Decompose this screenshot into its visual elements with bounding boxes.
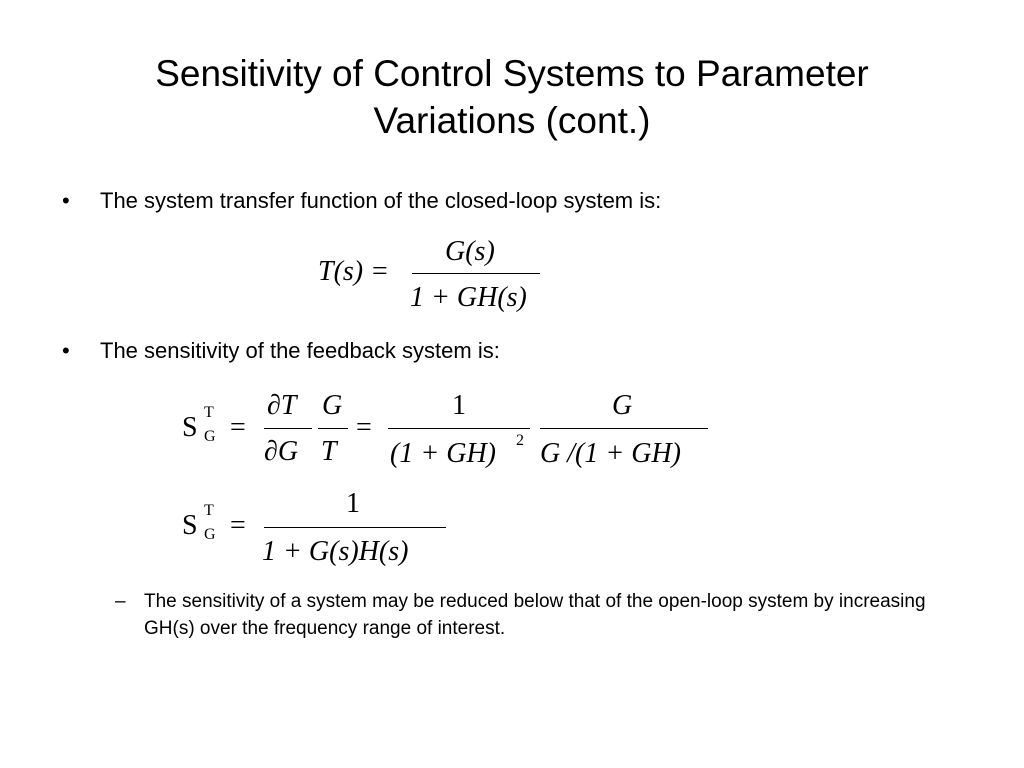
slide-title	[60, 50, 964, 144]
sens-frac2-bar	[318, 428, 348, 429]
sens2-lhs-sub: G	[204, 526, 216, 543]
slide-title-line1: Sensitivity of Control Systems to Parameter	[155, 53, 869, 94]
sens-frac2-den: T	[321, 436, 337, 467]
sens2-fraction-bar	[264, 527, 446, 528]
sens-eq2: =	[356, 412, 372, 443]
sens-eq1: =	[230, 412, 246, 443]
tf-numerator: G(s)	[445, 236, 495, 267]
bullet-text: The sensitivity of the feedback system is:	[100, 338, 500, 363]
dash-marker: –	[115, 591, 126, 612]
bullet-text: The system transfer function of the closed-loop system is:	[100, 188, 662, 213]
bullet-transfer-function	[62, 187, 661, 215]
sens-frac1-den: ∂G	[264, 436, 299, 467]
sens-frac4-bar	[540, 428, 708, 429]
sens-lhs-sup: T	[204, 404, 214, 421]
sens2-lhs-base: S	[182, 510, 198, 541]
sens-frac4-num: G	[612, 390, 633, 421]
subbullet-text: The sensitivity of a system may be reduced below that of the open-loop system by increasing GH(s) over the frequency range of interest.	[144, 591, 926, 639]
sens-frac2-num: G	[322, 390, 343, 421]
tf-lhs: T(s) =	[318, 256, 390, 287]
bullet-marker: •	[62, 188, 70, 213]
tf-fraction-bar	[412, 273, 540, 274]
sens-frac1-num: ∂T	[267, 390, 297, 421]
sens-frac3-den: (1 + GH)	[390, 438, 496, 469]
sens-lhs-base: S	[182, 412, 198, 443]
bullet-marker: •	[62, 338, 70, 363]
tf-denominator: 1 + GH(s)	[410, 282, 527, 313]
sens-lhs-sub: G	[204, 428, 216, 445]
sens2-eq: =	[230, 510, 246, 541]
sens-frac1-bar	[264, 428, 312, 429]
sens2-numerator: 1	[346, 488, 360, 519]
sens2-lhs-sup: T	[204, 502, 214, 519]
bullet-sensitivity	[62, 337, 500, 365]
sens-frac3-exp: 2	[516, 432, 524, 449]
sens-frac3-num: 1	[452, 390, 466, 421]
sens-frac4-den: G /(1 + GH)	[540, 438, 681, 469]
sens-frac3-bar	[388, 428, 530, 429]
sens2-denominator: 1 + G(s)H(s)	[262, 536, 409, 567]
slide-title-line2: Variations (cont.)	[373, 100, 651, 141]
